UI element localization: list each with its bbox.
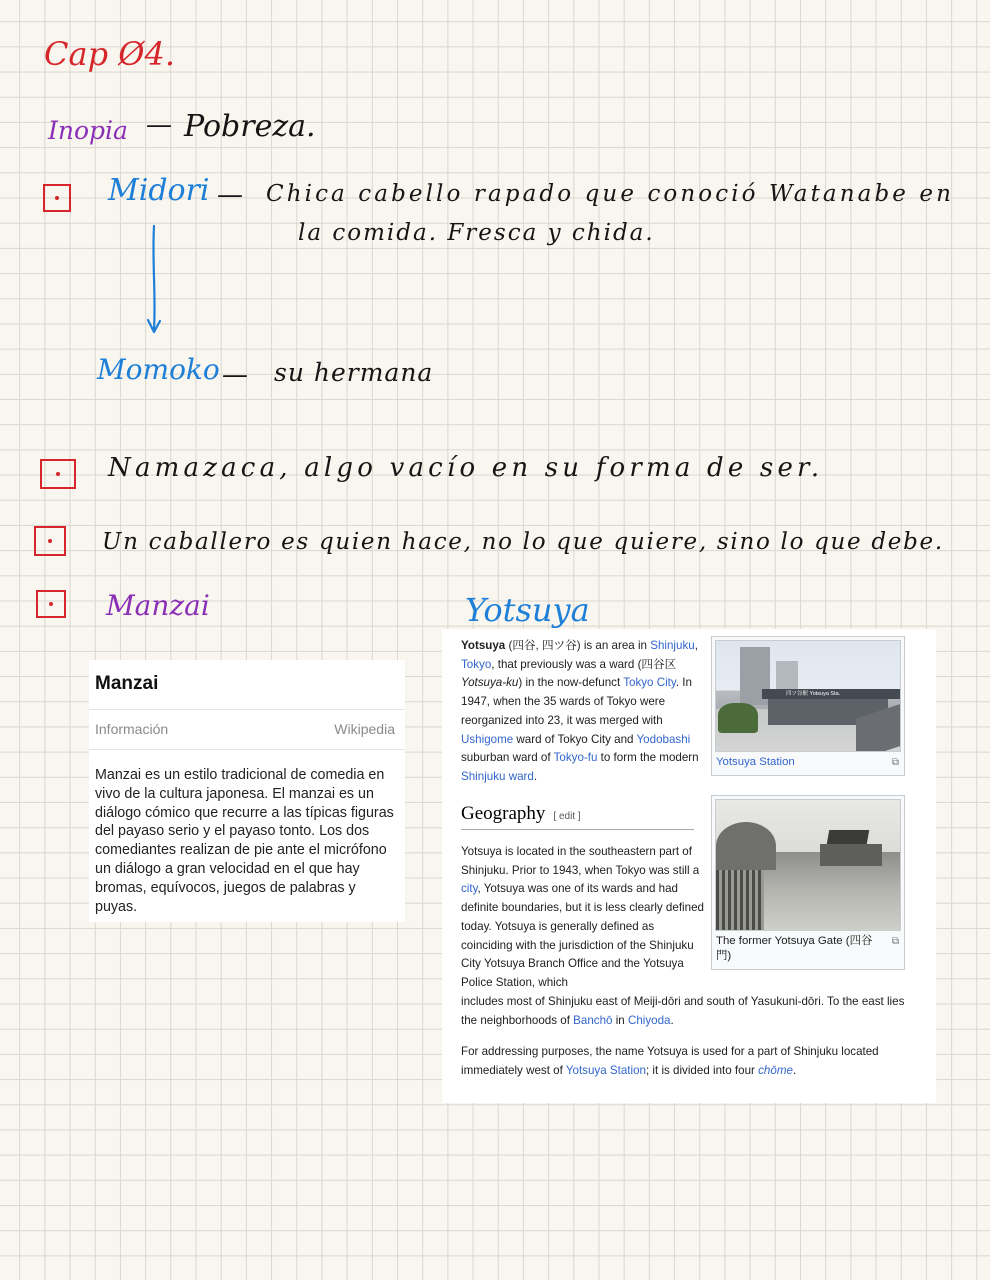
enlarge-icon[interactable]: ⧉ bbox=[891, 757, 899, 768]
definition-midori-line1: Chica cabello rapado que conoció Watanabe en bbox=[266, 181, 955, 207]
intro-paragraph bbox=[461, 637, 706, 787]
fence bbox=[716, 870, 764, 931]
text-italic: Yotsuya-ku bbox=[461, 676, 519, 690]
card-meta bbox=[95, 710, 395, 749]
geography-paragraph bbox=[461, 843, 706, 993]
station-sign: 四ツ谷駅 Yotsuya Sta. bbox=[786, 691, 841, 697]
link-yotsuya-station[interactable]: Yotsuya Station bbox=[565, 1063, 646, 1077]
figure-yotsuya-station bbox=[711, 636, 905, 776]
link-chiyoda[interactable]: Chiyoda bbox=[627, 1013, 671, 1027]
text: includes most of Shinjuku east of Meiji-dōri and south of Yasukuni-dōri. To the east lies the neighborhoods of bbox=[461, 995, 905, 1027]
note-namazaka: Namazaca, algo vacío en su forma de ser. bbox=[108, 453, 824, 483]
dash-midori: — bbox=[217, 180, 243, 210]
figure-caption bbox=[715, 931, 901, 966]
caption-yotsuya-gate: The former Yotsuya Gate (四谷門) bbox=[716, 935, 873, 962]
chapter-title: Cap Ø4. bbox=[44, 35, 175, 73]
addressing-paragraph bbox=[461, 1043, 921, 1080]
geography-paragraph-continued bbox=[461, 993, 921, 1030]
figure-yotsuya-gate bbox=[711, 795, 905, 970]
note-caballero: Un caballero es quien hace, no lo que quiere, sino lo que debe. bbox=[102, 529, 944, 555]
text: For addressing purposes, the name Yotsuya is used for a part of Shinjuku located immediately west of bbox=[461, 1045, 879, 1077]
text: . In 1947, when the 35 wards of Tokyo were reorganized into 23, it was merged with bbox=[461, 676, 692, 727]
text: . bbox=[792, 1063, 797, 1077]
link-shinjuku[interactable]: Shinjuku bbox=[650, 639, 695, 652]
definition-momoko: su hermana bbox=[274, 358, 434, 387]
checkbox-midori[interactable] bbox=[43, 184, 71, 212]
text: Yotsuya is located in the southeastern part of Shinjuku. Prior to 1943, when Tokyo was still a bbox=[461, 845, 700, 877]
term-inopia: Inopia bbox=[48, 116, 128, 145]
term-momoko: Momoko bbox=[97, 353, 220, 386]
text: . bbox=[533, 769, 538, 783]
link-tokyo[interactable]: Tokyo bbox=[461, 657, 492, 671]
link-shinjuku-ward[interactable]: Shinjuku ward bbox=[461, 769, 534, 783]
checkbox-caballero[interactable] bbox=[34, 526, 66, 556]
checkbox-namazaka[interactable] bbox=[40, 459, 76, 489]
edit-section-link[interactable]: [ edit ] bbox=[553, 811, 581, 822]
enlarge-icon[interactable]: ⧉ bbox=[891, 936, 899, 947]
link-tokyo-city[interactable]: Tokyo City bbox=[623, 676, 676, 690]
caption-link-yotsuya-station[interactable]: Yotsuya Station bbox=[716, 756, 795, 768]
text: suburban ward of bbox=[461, 751, 554, 765]
text: , bbox=[694, 639, 698, 652]
card-title: Manzai bbox=[95, 673, 159, 694]
trees bbox=[718, 703, 758, 733]
card-divider bbox=[89, 749, 405, 750]
text: ) in the now-defunct bbox=[518, 676, 624, 690]
card-info-label: Información bbox=[95, 721, 169, 737]
link-ushigome[interactable]: Ushigome bbox=[461, 732, 514, 746]
text: ; it is divided into four bbox=[645, 1063, 759, 1077]
text: , Yotsuya was one of its wards and had definite boundaries, but it is less clearly defined today. Yotsuya is generally defined as coinciding with the jurisdiction of the Shinjuku City Yotsuya Branch Office and the Yotsuya Police Station, which bbox=[461, 882, 704, 989]
section-title: Geography bbox=[461, 803, 546, 824]
term-yotsuya: Yotsuya bbox=[465, 591, 590, 629]
trees bbox=[716, 822, 776, 870]
definition-midori-line2: la comida. Fresca y chida. bbox=[298, 220, 655, 246]
text: in bbox=[612, 1013, 628, 1027]
yotsuya-gate-photo[interactable] bbox=[715, 799, 901, 931]
term-midori: Midori bbox=[108, 173, 210, 208]
dash-inopia: — bbox=[146, 110, 172, 140]
term-manzai: Manzai bbox=[106, 589, 210, 622]
card-source-link[interactable]: Wikipedia bbox=[334, 721, 395, 737]
text: , that previously was a ward (四谷区 bbox=[491, 657, 677, 671]
link-city[interactable]: city bbox=[461, 882, 478, 896]
arrow-down-icon bbox=[140, 222, 170, 337]
manzai-info-card bbox=[89, 660, 405, 922]
link-yodobashi[interactable]: Yodobashi bbox=[636, 732, 691, 746]
section-heading-geography bbox=[461, 805, 694, 830]
text: ward of Tokyo City and bbox=[513, 732, 637, 746]
figure-caption bbox=[715, 752, 901, 772]
link-tokyo-fu[interactable]: Tokyo-fu bbox=[553, 751, 598, 765]
link-chome[interactable]: chōme bbox=[758, 1063, 793, 1077]
yotsuya-station-photo[interactable] bbox=[715, 640, 901, 752]
gate-roof bbox=[827, 830, 869, 844]
dash-momoko: — bbox=[222, 360, 248, 390]
definition-inopia: Pobreza. bbox=[184, 109, 316, 144]
card-body: Manzai es un estilo tradicional de comedia en vivo de la cultura japonesa. El manzai es un diálogo cómico que recurre a las típicas figuras del payaso serio y el payaso tonto. Los dos comediantes realizan de pie ante el micrófono un diálogo a gran velocidad en el que hay bromas, equívocos, juegos de palabras y puyas. bbox=[95, 767, 394, 915]
text: . bbox=[670, 1013, 674, 1027]
wikipedia-yotsuya-excerpt bbox=[442, 629, 936, 1103]
text: (四谷, 四ツ谷) is an area in bbox=[505, 639, 651, 652]
article-subject: Yotsuya bbox=[461, 639, 506, 652]
link-bancho[interactable]: Banchō bbox=[573, 1013, 613, 1027]
checkbox-manzai[interactable] bbox=[36, 590, 66, 618]
gate-body bbox=[820, 844, 882, 866]
text: to form the modern bbox=[597, 751, 699, 765]
